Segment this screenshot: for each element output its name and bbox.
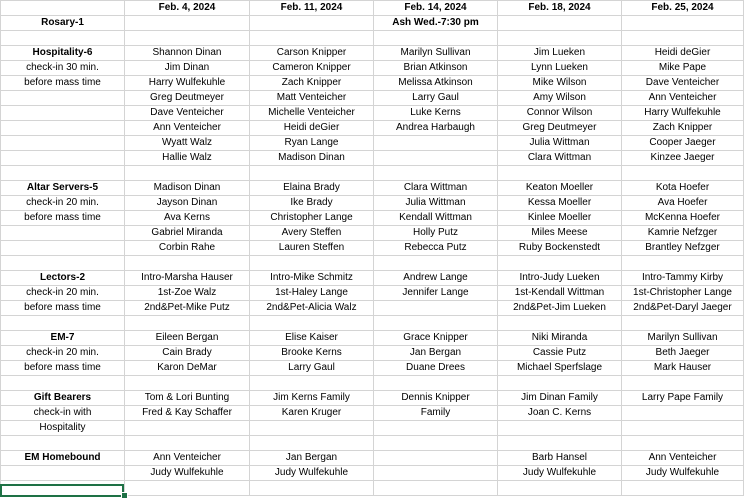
- cell[interactable]: Jennifer Lange: [374, 286, 498, 301]
- cell[interactable]: Jim Dinan: [125, 61, 250, 76]
- cell[interactable]: Brooke Kerns: [250, 346, 374, 361]
- cell[interactable]: 1st-Haley Lange: [250, 286, 374, 301]
- table-row: [1, 16, 744, 31]
- cell[interactable]: Grace Knipper: [374, 331, 498, 346]
- cell[interactable]: 1st-Zoe Walz: [125, 286, 250, 301]
- spacer-row: [1, 376, 744, 391]
- cell[interactable]: Ryan Lange: [250, 136, 374, 151]
- cell[interactable]: [374, 421, 498, 436]
- header-cell-1[interactable]: Feb. 4, 2024: [125, 1, 250, 16]
- spacer-row: [1, 256, 744, 271]
- cell[interactable]: EM Homebound: [1, 451, 125, 466]
- spacer-row: [1, 316, 744, 331]
- cell[interactable]: Rosary-1: [1, 16, 125, 31]
- table-row: [1, 211, 744, 226]
- cell[interactable]: Gabriel Miranda: [125, 226, 250, 241]
- cell[interactable]: Mike Wilson: [498, 76, 622, 91]
- table-row: [1, 181, 744, 196]
- cell[interactable]: McKenna Hoefer: [622, 211, 744, 226]
- cell[interactable]: Cooper Jaeger: [622, 136, 744, 151]
- table-row: [1, 361, 744, 376]
- cell[interactable]: [125, 16, 250, 31]
- table-row: [1, 46, 744, 61]
- cell[interactable]: [622, 436, 744, 451]
- cell[interactable]: Cain Brady: [125, 346, 250, 361]
- cell[interactable]: Dave Venteicher: [622, 76, 744, 91]
- table-row: [1, 76, 744, 91]
- cell[interactable]: [622, 376, 744, 391]
- cell[interactable]: before mass time: [1, 211, 125, 226]
- cell[interactable]: before mass time: [1, 76, 125, 91]
- cell[interactable]: Judy Wulfekuhle: [250, 466, 374, 481]
- cell[interactable]: Wyatt Walz: [125, 136, 250, 151]
- cell[interactable]: Kota Hoefer: [622, 181, 744, 196]
- cell[interactable]: [250, 481, 374, 496]
- cell[interactable]: Heidi deGier: [622, 46, 744, 61]
- cell[interactable]: Andrea Harbaugh: [374, 121, 498, 136]
- cell[interactable]: [1, 31, 125, 46]
- cell[interactable]: [1, 226, 125, 241]
- cell[interactable]: [1, 136, 125, 151]
- cell[interactable]: Corbin Rahe: [125, 241, 250, 256]
- cell[interactable]: Christopher Lange: [250, 211, 374, 226]
- header-row: [1, 1, 744, 16]
- table-row: [1, 151, 744, 166]
- cell[interactable]: [1, 91, 125, 106]
- cell[interactable]: before mass time: [1, 361, 125, 376]
- cell[interactable]: Kinlee Moeller: [498, 211, 622, 226]
- cell[interactable]: Eileen Bergan: [125, 331, 250, 346]
- cell[interactable]: Madison Dinan: [250, 151, 374, 166]
- cell[interactable]: [250, 316, 374, 331]
- cell[interactable]: [622, 481, 744, 496]
- cell[interactable]: Cassie Putz: [498, 346, 622, 361]
- cell[interactable]: Julia Wittman: [374, 196, 498, 211]
- cell[interactable]: [1, 436, 125, 451]
- header-cell-0[interactable]: [1, 1, 125, 16]
- cell[interactable]: Ann Venteicher: [125, 121, 250, 136]
- cell[interactable]: Miles Meese: [498, 226, 622, 241]
- cell[interactable]: Family: [374, 406, 498, 421]
- table-row: [1, 106, 744, 121]
- cell[interactable]: [250, 16, 374, 31]
- cell[interactable]: Marilyn Sullivan: [622, 331, 744, 346]
- cell[interactable]: [374, 436, 498, 451]
- spacer-row: [1, 166, 744, 181]
- cell[interactable]: Avery Steffen: [250, 226, 374, 241]
- cell[interactable]: [250, 31, 374, 46]
- cell[interactable]: Jim Dinan Family: [498, 391, 622, 406]
- spacer-row: [1, 31, 744, 46]
- cell[interactable]: check-in with: [1, 406, 125, 421]
- cell[interactable]: [250, 376, 374, 391]
- fill-handle[interactable]: [121, 492, 128, 499]
- cell[interactable]: Melissa Atkinson: [374, 76, 498, 91]
- table-row: [1, 226, 744, 241]
- cell[interactable]: Gift Bearers: [1, 391, 125, 406]
- cell[interactable]: Shannon Dinan: [125, 46, 250, 61]
- cell[interactable]: Ann Venteicher: [622, 451, 744, 466]
- cell[interactable]: [1, 166, 125, 181]
- cell[interactable]: [1, 481, 125, 496]
- cell[interactable]: [374, 466, 498, 481]
- cell[interactable]: [622, 421, 744, 436]
- cell[interactable]: Judy Wulfekuhle: [125, 466, 250, 481]
- cell[interactable]: [622, 16, 744, 31]
- cell[interactable]: before mass time: [1, 301, 125, 316]
- cell[interactable]: Dave Venteicher: [125, 106, 250, 121]
- table-row: [1, 196, 744, 211]
- table-row: [1, 451, 744, 466]
- cell[interactable]: Michelle Venteicher: [250, 106, 374, 121]
- cell[interactable]: Madison Dinan: [125, 181, 250, 196]
- cell[interactable]: [250, 256, 374, 271]
- cell[interactable]: Ash Wed.-7:30 pm: [374, 16, 498, 31]
- cell[interactable]: [498, 16, 622, 31]
- cell[interactable]: 2nd&Pet-Mike Putz: [125, 301, 250, 316]
- cell[interactable]: Fred & Kay Schaffer: [125, 406, 250, 421]
- cell[interactable]: [1, 241, 125, 256]
- cell[interactable]: Heidi deGier: [250, 121, 374, 136]
- cell[interactable]: [498, 31, 622, 46]
- table-row: [1, 421, 744, 436]
- cell[interactable]: Marilyn Sullivan: [374, 46, 498, 61]
- table-row: [1, 406, 744, 421]
- cell[interactable]: Altar Servers-5: [1, 181, 125, 196]
- cell[interactable]: [1, 151, 125, 166]
- header-cell-5[interactable]: Feb. 25, 2024: [622, 1, 744, 16]
- cell[interactable]: Lectors-2: [1, 271, 125, 286]
- table-row: [1, 301, 744, 316]
- cell[interactable]: Matt Venteicher: [250, 91, 374, 106]
- cell[interactable]: Andrew Lange: [374, 271, 498, 286]
- sheet-body: [1, 16, 744, 496]
- table-row: [1, 331, 744, 346]
- cell[interactable]: [125, 376, 250, 391]
- cell[interactable]: Greg Deutmeyer: [498, 121, 622, 136]
- cell[interactable]: Brian Atkinson: [374, 61, 498, 76]
- cell[interactable]: [374, 301, 498, 316]
- table-row: [1, 271, 744, 286]
- table-row: [1, 241, 744, 256]
- cell[interactable]: [1, 316, 125, 331]
- cell[interactable]: Lynn Lueken: [498, 61, 622, 76]
- cell[interactable]: Holly Putz: [374, 226, 498, 241]
- cell[interactable]: check-in 20 min.: [1, 346, 125, 361]
- cell[interactable]: [498, 436, 622, 451]
- cell[interactable]: [1, 466, 125, 481]
- cell[interactable]: [1, 106, 125, 121]
- cell[interactable]: Brantley Nefzger: [622, 241, 744, 256]
- cell[interactable]: [1, 256, 125, 271]
- cell[interactable]: Zach Knipper: [250, 76, 374, 91]
- header-cell-4[interactable]: Feb. 18, 2024: [498, 1, 622, 16]
- cell[interactable]: Intro-Mike Schmitz: [250, 271, 374, 286]
- table-row: [1, 136, 744, 151]
- cell[interactable]: Intro-Tammy Kirby: [622, 271, 744, 286]
- cell[interactable]: Hospitality-6: [1, 46, 125, 61]
- cell[interactable]: Michael Sperfslage: [498, 361, 622, 376]
- cell[interactable]: Jan Bergan: [250, 451, 374, 466]
- cell[interactable]: [250, 436, 374, 451]
- cell[interactable]: [250, 166, 374, 181]
- cell[interactable]: Julia Wittman: [498, 136, 622, 151]
- cell[interactable]: Duane Drees: [374, 361, 498, 376]
- cell[interactable]: Larry Gaul: [250, 361, 374, 376]
- cell[interactable]: [498, 166, 622, 181]
- cell[interactable]: Elise Kaiser: [250, 331, 374, 346]
- cell[interactable]: [374, 256, 498, 271]
- cell[interactable]: Kinzee Jaeger: [622, 151, 744, 166]
- cell[interactable]: check-in 20 min.: [1, 286, 125, 301]
- cell[interactable]: Cameron Knipper: [250, 61, 374, 76]
- cell[interactable]: [498, 421, 622, 436]
- cell[interactable]: Clara Wittman: [374, 181, 498, 196]
- cell[interactable]: Intro-Judy Lueken: [498, 271, 622, 286]
- cell[interactable]: Judy Wulfekuhle: [622, 466, 744, 481]
- cell[interactable]: Ike Brady: [250, 196, 374, 211]
- table-row: [1, 61, 744, 76]
- cell[interactable]: [374, 316, 498, 331]
- cell[interactable]: 2nd&Pet-Jim Lueken: [498, 301, 622, 316]
- cell[interactable]: [374, 151, 498, 166]
- cell[interactable]: check-in 20 min.: [1, 196, 125, 211]
- cell[interactable]: Joan C. Kerns: [498, 406, 622, 421]
- cell[interactable]: Hospitality: [1, 421, 125, 436]
- cell[interactable]: Luke Kerns: [374, 106, 498, 121]
- cell[interactable]: Karon DeMar: [125, 361, 250, 376]
- cell[interactable]: Kamrie Nefzger: [622, 226, 744, 241]
- cell[interactable]: check-in 30 min.: [1, 61, 125, 76]
- cell[interactable]: Beth Jaeger: [622, 346, 744, 361]
- cell[interactable]: Ava Kerns: [125, 211, 250, 226]
- cell[interactable]: Kessa Moeller: [498, 196, 622, 211]
- cell[interactable]: Harry Wulfekuhle: [125, 76, 250, 91]
- cell[interactable]: [498, 376, 622, 391]
- cell[interactable]: Judy Wulfekuhle: [498, 466, 622, 481]
- cell[interactable]: [1, 121, 125, 136]
- cell[interactable]: [374, 376, 498, 391]
- table-row: [1, 121, 744, 136]
- cell[interactable]: Elaina Brady: [250, 181, 374, 196]
- spacer-row: [1, 436, 744, 451]
- cell[interactable]: Kendall Wittman: [374, 211, 498, 226]
- cell[interactable]: [374, 136, 498, 151]
- cell[interactable]: Jim Lueken: [498, 46, 622, 61]
- cell[interactable]: [622, 406, 744, 421]
- cell[interactable]: Greg Deutmeyer: [125, 91, 250, 106]
- cell[interactable]: [125, 166, 250, 181]
- cell[interactable]: [1, 376, 125, 391]
- cell[interactable]: Ann Venteicher: [622, 91, 744, 106]
- cell[interactable]: [125, 481, 250, 496]
- cell[interactable]: Lauren Steffen: [250, 241, 374, 256]
- cell[interactable]: [622, 316, 744, 331]
- table-row: [1, 391, 744, 406]
- cell[interactable]: Karen Kruger: [250, 406, 374, 421]
- cell[interactable]: [622, 31, 744, 46]
- header-cell-3[interactable]: Feb. 14, 2024: [374, 1, 498, 16]
- cell[interactable]: Larry Gaul: [374, 91, 498, 106]
- cell[interactable]: Ava Hoefer: [622, 196, 744, 211]
- header-cell-2[interactable]: Feb. 11, 2024: [250, 1, 374, 16]
- cell[interactable]: [622, 166, 744, 181]
- cell[interactable]: Ruby Bockenstedt: [498, 241, 622, 256]
- cell[interactable]: Clara Wittman: [498, 151, 622, 166]
- cell[interactable]: [374, 451, 498, 466]
- cell[interactable]: 2nd&Pet-Alicia Walz: [250, 301, 374, 316]
- cell[interactable]: Dennis Knipper: [374, 391, 498, 406]
- cell[interactable]: 2nd&Pet-Daryl Jaeger: [622, 301, 744, 316]
- table-row: [1, 286, 744, 301]
- cell[interactable]: [498, 316, 622, 331]
- table-row: [1, 466, 744, 481]
- cell[interactable]: Amy Wilson: [498, 91, 622, 106]
- cell[interactable]: Harry Wulfekuhle: [622, 106, 744, 121]
- cell[interactable]: Larry Pape Family: [622, 391, 744, 406]
- cell[interactable]: [498, 256, 622, 271]
- cell[interactable]: [374, 31, 498, 46]
- cell[interactable]: [125, 436, 250, 451]
- cell[interactable]: [498, 481, 622, 496]
- cell[interactable]: 1st-Kendall Wittman: [498, 286, 622, 301]
- cell[interactable]: Jayson Dinan: [125, 196, 250, 211]
- cell[interactable]: [374, 166, 498, 181]
- cell[interactable]: Hallie Walz: [125, 151, 250, 166]
- cell[interactable]: Niki Miranda: [498, 331, 622, 346]
- cell[interactable]: [374, 481, 498, 496]
- cell[interactable]: 1st-Christopher Lange: [622, 286, 744, 301]
- cell[interactable]: Jan Bergan: [374, 346, 498, 361]
- cell[interactable]: Intro-Marsha Hauser: [125, 271, 250, 286]
- cell[interactable]: [125, 316, 250, 331]
- cell[interactable]: [125, 256, 250, 271]
- cell[interactable]: [125, 31, 250, 46]
- cell[interactable]: Jim Kerns Family: [250, 391, 374, 406]
- cell[interactable]: [250, 421, 374, 436]
- cell[interactable]: Barb Hansel: [498, 451, 622, 466]
- cell[interactable]: Mark Hauser: [622, 361, 744, 376]
- cell[interactable]: Mike Pape: [622, 61, 744, 76]
- cell[interactable]: [125, 421, 250, 436]
- table-row: [1, 91, 744, 106]
- cell[interactable]: Keaton Moeller: [498, 181, 622, 196]
- cell[interactable]: Tom & Lori Bunting: [125, 391, 250, 406]
- cell[interactable]: EM-7: [1, 331, 125, 346]
- spacer-row: [1, 481, 744, 496]
- cell[interactable]: Carson Knipper: [250, 46, 374, 61]
- cell[interactable]: Zach Knipper: [622, 121, 744, 136]
- table-row: [1, 346, 744, 361]
- cell[interactable]: Ann Venteicher: [125, 451, 250, 466]
- cell[interactable]: Connor Wilson: [498, 106, 622, 121]
- cell[interactable]: [622, 256, 744, 271]
- cell[interactable]: Rebecca Putz: [374, 241, 498, 256]
